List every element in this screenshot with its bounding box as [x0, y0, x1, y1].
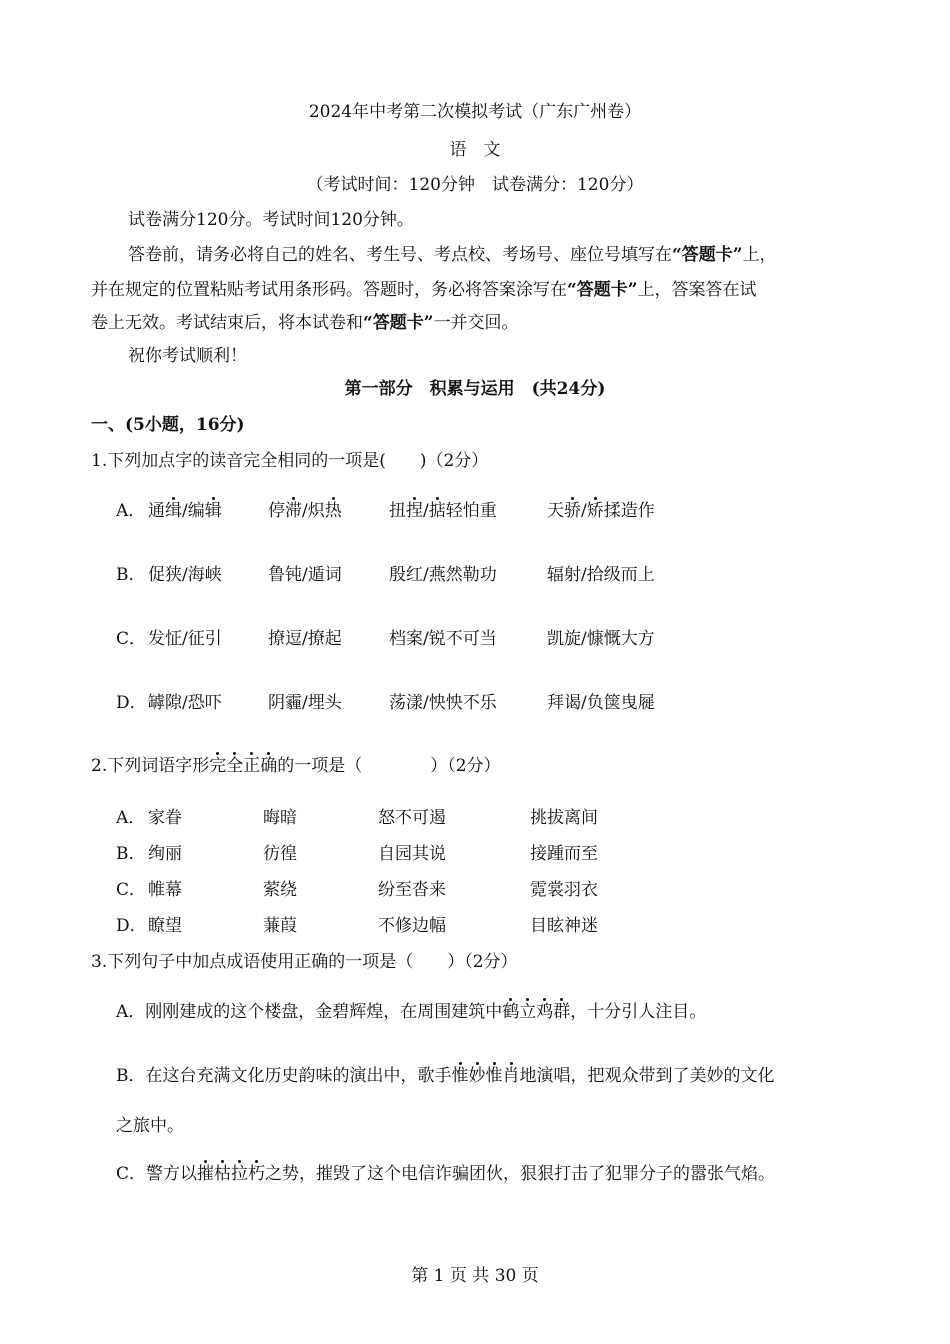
q2-option-item: 晦暗: [263, 808, 297, 828]
q3-dotted-idiom: 鹤立鸡群: [502, 1002, 571, 1022]
q1-option-label: B．: [116, 565, 146, 585]
instruction-text: 一并交回。: [433, 313, 519, 333]
q3-option-text: 之势，摧毁了这个电信诈骗团伙，狠狠打击了犯罪分子的嚣张气焰。: [265, 1164, 776, 1184]
q1-option-item: 凯旋/慷慨大方: [547, 629, 655, 649]
instruction-line-2: [128, 247, 777, 264]
q3-dotted-idiom: 摧枯拉朽: [197, 1164, 266, 1184]
instruction-line-1: 试卷满分120分。考试时间120分钟。: [128, 210, 414, 230]
q2-option-label: C．: [116, 880, 147, 900]
q2-option-item: 帷幕: [148, 880, 182, 900]
q1-option-item: 促狭/海峡: [148, 565, 222, 585]
q1-option-item: 通缉/编辑: [148, 501, 222, 521]
q3-option-a: [116, 1004, 706, 1021]
answer-card-emphasis: “答题卡”: [672, 245, 743, 265]
q2-option-item: 自园其说: [378, 844, 446, 864]
q3-option-label: B．: [116, 1066, 146, 1086]
instruction-text: 并在规定的位置粘贴考试用条形码。答题时，务必将答案涂写在: [91, 280, 567, 300]
q2-option-item: 不修边幅: [378, 916, 446, 936]
instruction-text: 上，: [742, 245, 777, 265]
part1-title: 第一部分 积累与运用 (共24分): [344, 379, 606, 399]
q1-option-item: 鲁钝/遁词: [268, 565, 342, 585]
q2-dotted-phrase: 完全正确: [209, 756, 278, 776]
answer-card-emphasis: “答题卡”: [567, 280, 638, 300]
instruction-line-3: [91, 282, 757, 299]
q3-option-text: ，十分引人注目。: [570, 1002, 707, 1022]
q2-option-item: 家眷: [148, 808, 182, 828]
q1-option-item: 天骄/矫揉造作: [547, 501, 655, 521]
q2-option-label: B．: [116, 844, 146, 864]
q1-stem: 1.下列加点字的读音完全相同的一项是( )（2分）: [91, 451, 489, 471]
q1-option-item: 撩逗/撩起: [268, 629, 342, 649]
q2-option-item: 怒不可遏: [378, 808, 446, 828]
q3-option-text: 警方以: [146, 1164, 198, 1184]
q1-option-item: 发怔/征引: [148, 629, 222, 649]
q3-option-label: C．: [116, 1164, 147, 1184]
q2-stem: [91, 758, 501, 775]
q3-option-text: 在这台充满文化历史韵味的演出中，歌手: [145, 1066, 452, 1086]
q3-option-text: 刚刚建成的这个楼盘，金碧辉煌，在周围建筑中: [145, 1002, 503, 1022]
good-luck-wish: 祝你考试顺利！: [128, 346, 247, 366]
q1-option-item: 档案/锐不可当: [389, 629, 497, 649]
q3-option-b-continuation: 之旅中。: [116, 1116, 184, 1136]
q3-option-c: [116, 1166, 775, 1183]
exam-time-info: （考试时间：120分钟 试卷满分：120分）: [306, 175, 644, 195]
q2-option-item: 纷至沓来: [378, 880, 446, 900]
q1-option-item: 停滞/炽热: [268, 501, 342, 521]
q1-option-item: 拜谒/负箧曳屣: [547, 693, 655, 713]
q2-option-item: 绚丽: [148, 844, 182, 864]
instruction-text: 上，答案答在试: [637, 280, 757, 300]
q1-option-label: A．: [116, 501, 146, 521]
q3-dotted-idiom: 惟妙惟肖: [451, 1066, 520, 1086]
q1-option-item: 辐射/拾级而上: [547, 565, 655, 585]
q3-option-label: A．: [116, 1002, 146, 1022]
instruction-text: 答卷前，请务必将自己的姓名、考生号、考点校、考场号、座位号填写在: [128, 245, 672, 265]
q2-stem-text: 2.下列词语字形: [91, 756, 210, 776]
q2-option-label: D．: [116, 916, 147, 936]
q2-option-item: 接踵而至: [530, 844, 598, 864]
q3-option-text: 地演唱，把观众带到了美妙的文化: [519, 1066, 775, 1086]
q1-option-label: D．: [116, 693, 147, 713]
q2-option-item: 萦绕: [263, 880, 297, 900]
q1-option-item: 扭捏/掂轻怕重: [389, 501, 497, 521]
q2-option-item: 蒹葭: [263, 916, 297, 936]
q2-option-item: 目眩神迷: [530, 916, 598, 936]
q1-option-item: 殷红/燕然勒功: [389, 565, 497, 585]
q2-option-item: 霓裳羽衣: [530, 880, 598, 900]
instruction-text: 卷上无效。考试结束后，将本试卷和: [91, 313, 363, 333]
q3-option-b: [116, 1068, 775, 1085]
q1-option-item: 罅隙/恐吓: [148, 693, 222, 713]
q1-option-item: 荡漾/怏怏不乐: [389, 693, 497, 713]
exam-title: 2024年中考第二次模拟考试（广东广州卷）: [308, 102, 642, 122]
q3-stem: 3.下列句子中加点成语使用正确的一项是（ ）（2分）: [91, 952, 518, 972]
q2-option-item: 彷徨: [263, 844, 297, 864]
answer-card-emphasis: “答题卡”: [363, 313, 434, 333]
q1-option-label: C．: [116, 629, 147, 649]
q2-option-item: 瞭望: [148, 916, 182, 936]
section1-title: 一、(5小题，16分): [91, 415, 245, 435]
instruction-line-4: [91, 315, 519, 332]
q2-stem-text: 的一项是（ ）（2分）: [277, 756, 501, 776]
q1-option-item: 阴霾/埋头: [268, 693, 342, 713]
subject-title: 语 文: [449, 140, 501, 160]
q2-option-label: A．: [116, 808, 146, 828]
page-footer: 第 1 页 共 30 页: [411, 1266, 539, 1286]
q2-option-item: 挑拔离间: [530, 808, 598, 828]
